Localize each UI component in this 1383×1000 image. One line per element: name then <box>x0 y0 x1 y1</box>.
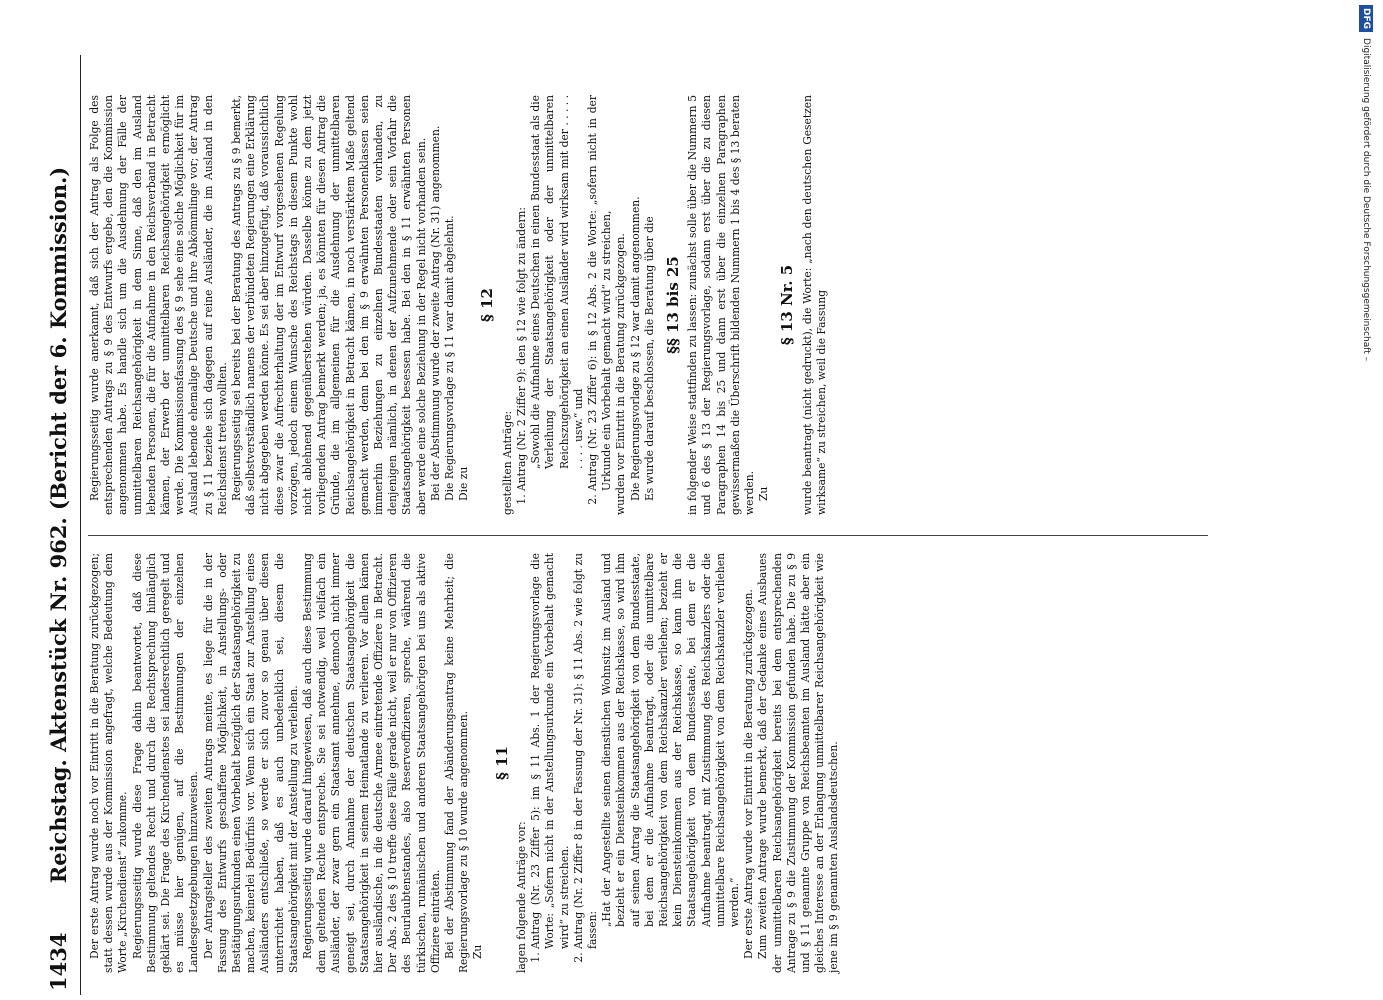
motion-list <box>529 553 742 973</box>
paragraph: Die Regierungsvorlage zu § 11 war damit abgelehnt. <box>443 215 457 501</box>
section-heading-11: § 11 <box>492 746 511 780</box>
paragraph: Der erste Antrag wurde noch vor Eintritt in die Beratung zurückgezogen; statt dessen wurde aus der Kommission angefragt, welche Bedeutung dem Worte „Kirchendienst“ zukomme. <box>88 553 130 973</box>
page-number: 1434 <box>46 932 71 991</box>
right-column <box>88 95 829 515</box>
paragraph: Regierungsseitig sei bereits bei der Beratung des Antrags zu § 9 bemerkt, daß selbstverständlich namens der verbündeten Regierungen eine Erklärung nicht abgegeben werden könne. Es sei aber hinzugefügt, daß voraussichtlich diese zwar die Aufrechterhaltung der im Entwurf vorgesehenen Regelung vorzögen, jedoch einem Wunsche des Reichstags in diesem Punkte wohl nicht ablehnend gegenüberstehen würden. Dasselbe könne zu dem jetzt vorliegenden Antrag bemerkt werden; ja, es könnten für diesen Antrag die Gründe, die im allgemeinen für die Ausdehnung der unmittelbaren Reichsangehörigkeit in Betracht kämen, in noch verstärktem Maße geltend gemacht werden, denn bei den im § 9 erwähnten Personenklassen seien immerhin Beziehungen zu einzelnen Bundesstaaten vorhanden, zu denjenigen nämlich, in denen der Aufzunehmende oder sein Vorfahr die Staatsangehörigkeit besessen habe. Bei den in § 11 erwähnten Personen aber werde eine solche Beziehung in der Regel nicht vorhanden sein. <box>230 95 428 515</box>
motion-text: Antrag (Nr. 2 Ziffer 8 in der Fassung der Nr. 31): § 11 Abs. 2 wie folgt zu fassen: <box>571 553 599 949</box>
zu-label: Die zu <box>457 466 471 501</box>
paragraph: Es wurde darauf beschlossen, die Beratung über die <box>642 216 656 501</box>
dfg-logo: DFG <box>1359 5 1373 32</box>
paragraph: Zum zweiten Antrage wurde bemerkt, daß der Gedanke eines Ausbaues der unmittelbaren Reichsangehörigkeit bereits bei dem entsprechenden Antrage zu § 9 die Zustimmung der Kommission gefunden habe. Die zu § 9 und § 11 genannte Gruppe von Reichsbeamten im Ausland hätte aber ein gleiches Interesse an der Erlangung unmittelbarer Reichsangehörigkeit wie jene im § 9 genannten Auslandsdeutschen. <box>756 553 841 973</box>
zu-label: Zu <box>471 944 485 959</box>
credit-text: Digitalisierung gefördert durch die Deutsche Forschungsgemeinschaft – <box>1361 38 1371 362</box>
section-heading-13-5: § 13 Nr. 5 <box>778 264 797 346</box>
motion-item <box>572 553 742 949</box>
paragraph: lagen folgende Anträge vor: <box>514 821 528 973</box>
motion-quote: „Hat der Angestellte seinen dienstlichen Wohnsitz im Ausland und bezieht er ein Diensteinkommen aus der Reichskasse, so wird ihm auf seinen Antrag die Staatsangehörigkeit von dem Bundesstaate, bei dem er die Aufnahme beantragt, oder die unmittelbare Reichsangehörigkeit von dem Reichskanzler verliehen; bezieht er kein Diensteinkommen aus der Reichskasse, so kann ihm die Staatsangehörigkeit von dem Bundesstaate, bei dem er die Aufnahme beantragt, mit Zustimmung des Reichskanzlers oder die unmittelbare Reichsangehörigkeit von dem Reichskanzler verliehen werden.“ <box>600 553 741 927</box>
paragraph: wurde beantragt (nicht gedruckt), die Worte: „nach den deutschen Gesetzen wirksame“ zu streichen, weil die Fassung <box>800 95 828 515</box>
paragraph: Regierungsseitig wurde anerkannt, daß sich der Antrag als Folge des entsprechenden Antrags zu § 9 des Entwurfs ergebe, den die Kommission angenommen habe. Es handle sich um die Ausdehnung der Fälle der unmittelbaren Reichsangehörigkeit in dem Sinne, daß den im Ausland lebenden Personen, die für die Aufnahme in den Reichsverband in Betracht kämen, der Erwerb der unmittelbaren Reichsangehörigkeit ermöglicht werde. Die Kommissionsfassung des § 9 sehe eine solche Möglichkeit für im Ausland lebende ehemalige Deutsche und ihre Abkömmlinge vor; der Antrag zu § 11 beziehe sich dagegen auf reine Ausländer, die im Ausland in den Reichsdienst treten wollten. <box>88 95 229 515</box>
column-divider <box>88 535 1208 536</box>
motion-item: 1. Antrag (Nr. 23 Ziffer 5): im § 11 Abs. 1 der Regierungsvorlage die Worte: „Sofern nicht in der Anstellungsurkunde ein Vorbehalt gemacht wird“ zu streichen. <box>529 553 572 949</box>
motion-quote: „Sowohl die Aufnahme eines Deutschen in einen Bundesstaat als die Verleihung der Staatsangehörigkeit oder der unmittelbaren Reichszugehörigkeit an einen Ausländer wird wirksam mit der . . . . . . . . . usw.“ und <box>529 95 585 469</box>
section-heading-13-25: §§ 13 bis 25 <box>663 256 682 354</box>
digitization-credit <box>1359 5 1373 1000</box>
rotated-page <box>40 55 1335 995</box>
zu-label: Zu <box>757 486 771 501</box>
left-column <box>88 553 842 973</box>
paragraph: Bei der Abstimmung wurde der zweite Antrag (Nr. 31) angenommen. <box>428 125 442 501</box>
paragraph: wurden vor Eintritt in die Beratung zurückgezogen. <box>614 233 628 515</box>
page-title: Reichstag. Aktenstück Nr. 962. (Bericht der 6. Kommission.) <box>46 166 71 884</box>
paragraph: gestellten Anträge: <box>500 410 514 515</box>
paragraph: Bei der Abstimmung fand der Abänderungsantrag keine Mehrheit; die Regierungsvorlage zu § 10 wurde angenommen. <box>443 553 471 973</box>
paragraph: Die Regierungsvorlage zu § 12 war damit angenommen. <box>628 196 642 501</box>
paragraph: Der Antragsteller des zweiten Antrags meinte, es liege für die in der Fassung des Entwurfs geschaffene Möglichkeit, in Anstellungs- oder Bestätigungsurkunden einen Vorbehalt bezüglich der Staatsangehörigkeit zu machen, keinerlei Bedürfnis vor. Wenn sich ein Staat zur Anstellung eines Ausländers entschließe, so werde er sich zuvor so genau über diesen unterrichtet haben, daß es auch unbedenklich sei, diesem die Staatsangehörigkeit mit der Anstellung zu verleihen. <box>201 553 300 973</box>
paragraph: Der erste Antrag wurde vor Eintritt in die Beratung zurückgezogen. <box>742 589 756 959</box>
section-heading-12: § 12 <box>478 288 497 322</box>
motion-list <box>515 95 614 515</box>
motion-item: 2. Antrag (Nr. 23 Ziffer 6): in § 12 Abs. 2 die Worte: „sofern nicht in der Urkunde ein Vorbehalt gemacht wird“ zu streichen, <box>586 95 614 491</box>
page-header <box>40 55 81 995</box>
motion-item <box>515 95 586 491</box>
motion-text: Antrag (Nr. 2 Ziffer 9): den § 12 wie folgt zu ändern: <box>514 206 528 491</box>
paragraph: in folgender Weise stattfinden zu lassen: zunächst solle über die Nummern 5 und 6 des § 13 der Regierungsvorlage, sodann erst über die zu diesen Paragraphen 14 bis 25 und dann erst über die einzelnen Paragraphen gewissermaßen die Überschrift bildenden Nummern 1 bis 4 des § 13 beraten werden. <box>686 95 756 515</box>
paragraph: Regierungsseitig wurde darauf hingewiesen, daß auch diese Bestimmung dem geltenden Rechte entspreche. Sie sei notwendig, weil vielfach ein Ausländer, der zwar gern ein Staatsamt annehme, dennoch nicht immer geneigt sei, durch Annahme der deutschen Staatsangehörigkeit die Staatsangehörigkeit in seinem Heimatlande zu verlieren. Vor allem kämen hier ausländische, in die deutsche Armee eintretende Offiziere in Betracht. Der Abs. 2 des § 10 treffe diese Fälle gerade nicht, weil er nur von Offizieren des Beurlaubtenstandes, also Reserveoffizieren, spreche, während die türkischen, rumänischen und anderen Staatsangehörigen bei uns als aktive Offiziere einträten. <box>301 553 442 973</box>
paragraph: Regierungsseitig wurde diese Frage dahin beantwortet, daß diese Bestimmung geltendes Recht und durch die Rechtsprechung hinlänglich geklärt sei. Die Frage des Kirchendienstes sei landesrechtlich geregelt und es müsse hier genügen, auf die Bestimmungen der einzelnen Landesgesetzgebungen hinzuweisen. <box>130 553 201 973</box>
